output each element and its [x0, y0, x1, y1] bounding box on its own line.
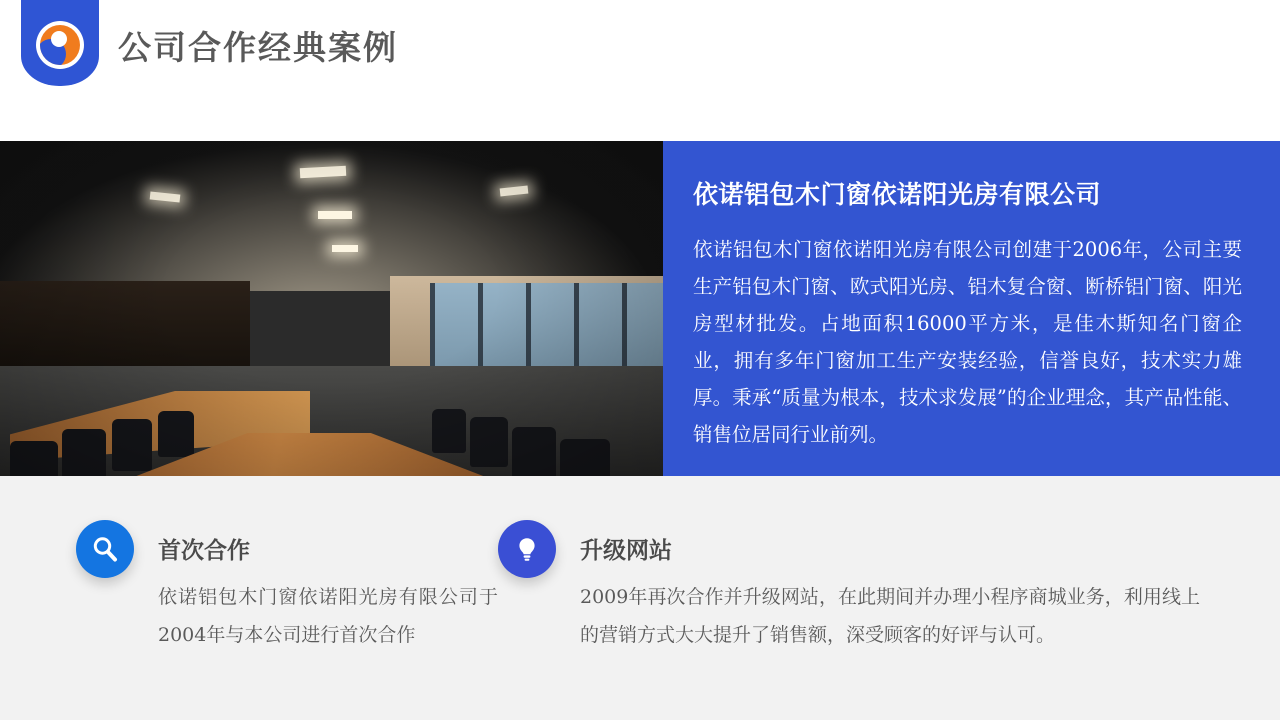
slide-header: [0, 0, 1280, 137]
feature-title: 升级网站: [580, 538, 672, 564]
feature-text: 2009年再次合作并升级网站，在此期间并办理小程序商城业务，利用线上的营销方式大大提升了销售额，深受顾客的好评与认可。: [580, 586, 1200, 646]
feature-text: 依诺铝包木门窗依诺阳光房有限公司于2004年与本公司进行首次合作: [158, 586, 498, 646]
search-icon: [76, 520, 134, 578]
company-info-card: [663, 141, 1280, 476]
logo-circle: [36, 21, 84, 69]
feature-title: 首次合作: [158, 538, 250, 564]
company-logo-icon: [21, 0, 99, 86]
logo-mark: [40, 25, 80, 65]
company-name: 依诺铝包木门窗依诺阳光房有限公司: [693, 180, 1102, 209]
lightbulb-icon: [498, 520, 556, 578]
photo-vignette: [0, 141, 663, 476]
page-title: 公司合作经典案例: [118, 28, 398, 67]
office-photo: [0, 141, 663, 476]
features-panel: [0, 476, 1280, 720]
feature-band: [0, 141, 1280, 476]
company-description: 依诺铝包木门窗依诺阳光房有限公司创建于2006年，公司主要生产铝包木门窗、欧式阳光房、铝木复合窗、断桥铝门窗、阳光房型材批发。占地面积16000平方米，是佳木斯知名门窗企业，拥有多年门窗加工生产安装经验，信誉良好，技术实力雄厚。秉承“质量为根本，技术求发展”的企业理念，其产品性能、销售位居同行业前列。: [693, 238, 1242, 446]
